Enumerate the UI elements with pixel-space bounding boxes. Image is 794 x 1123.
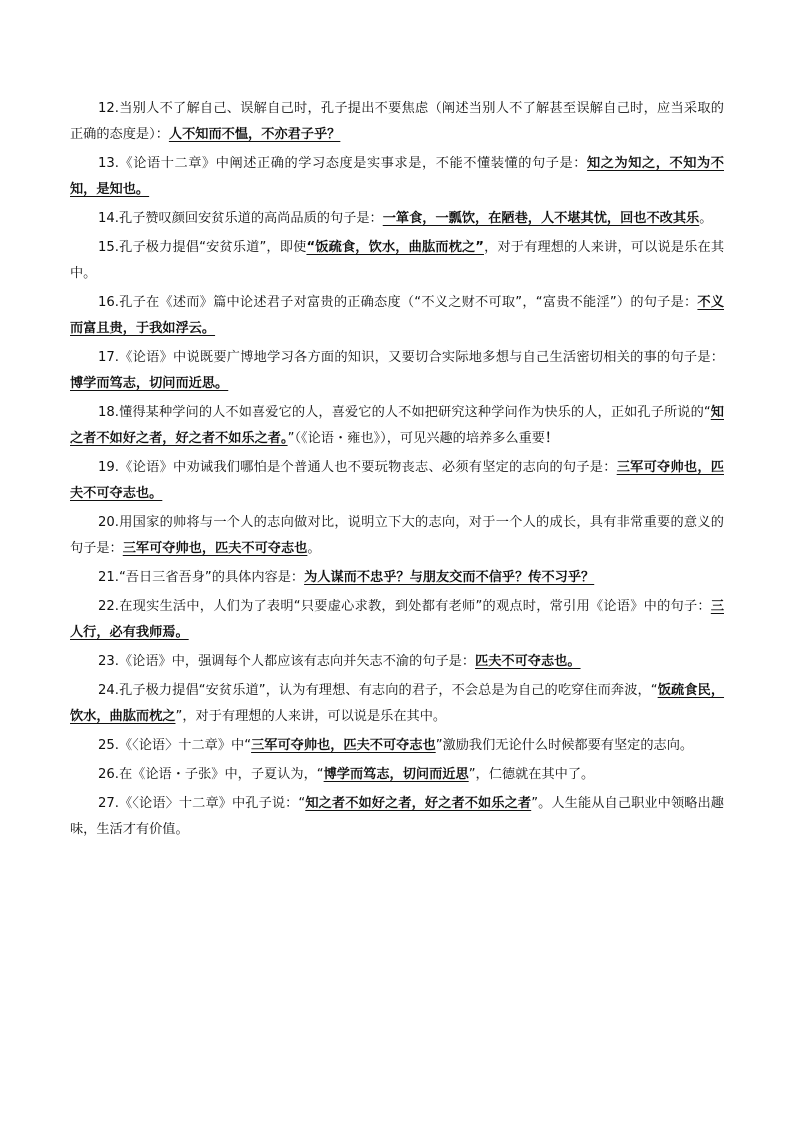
question-text: 13.《论语十二章》中阐述正确的学习态度是实事求是，不能不懂装懂的句子是： <box>98 156 588 171</box>
question-12 <box>70 96 724 148</box>
question-suffix: 。 <box>307 541 321 556</box>
answer-text: 知之为知之，不知为不知，是知也。 <box>70 156 724 197</box>
question-suffix: ”激励我们无论什么时候都要有坚定的志向。 <box>435 738 694 753</box>
question-text: 26.在《论语・子张》中，子夏认为，“ <box>98 767 324 782</box>
question-24 <box>70 678 724 730</box>
question-text: 14.孔子赞叹颜回安贫乐道的高尚品质的句子是： <box>98 211 383 226</box>
answer-text: 一箪食，一瓢饮，在陋巷，人不堪其忧，回也不改其乐 <box>382 211 700 226</box>
answer-text: 三人行，必有我师焉。 <box>70 599 724 640</box>
question-text: 27.《〈论语〉十二章》中孔子说：“ <box>98 796 306 811</box>
answer-text: 知之者不如好之者，好之者不如乐之者 <box>305 796 532 811</box>
answer-text: 三军可夺帅也，匹夫不可夺志也。 <box>70 460 724 501</box>
answer-text: 饭疏食民，饮水，曲肱而枕之 <box>70 683 725 724</box>
question-suffix: 。 <box>699 211 713 226</box>
question-suffix: ”。人生能从自己职业中领略出趣味，生活才有价值。 <box>70 796 724 837</box>
question-text: 23.《论语》中，强调每个人都应该有志向并矢志不渝的句子是： <box>98 654 476 669</box>
question-text: 21.“吾日三省吾身”的具体内容是： <box>98 570 305 585</box>
answer-text: 为人谋而不忠乎？与朋友交而不信乎？传不习乎？ <box>304 570 595 585</box>
question-16 <box>70 290 724 342</box>
question-19 <box>70 455 724 507</box>
answer-text: 匹夫不可夺志也。 <box>475 654 581 669</box>
answer-text: 博学而笃志，切问而近思 <box>323 767 469 782</box>
question-20 <box>70 510 724 562</box>
exclamation-mark: ！ <box>544 431 559 446</box>
question-suffix: ”（《论语・雍也》），可见兴趣的培养多么重要 <box>287 431 545 446</box>
question-text: 17.《论语》中说既要广博地学习各方面的知识，又要切合实际地多想与自己生活密切相关的事的句子是： <box>98 350 724 365</box>
question-27 <box>70 791 724 843</box>
question-text: 22.在现实生活中，人们为了表明“只要虚心求教，到处都有老师”的观点时，常引用《论语》中的句子： <box>98 599 711 614</box>
question-17 <box>70 345 724 397</box>
question-23 <box>70 649 724 675</box>
question-suffix: ，对于有理想的人来讲，可以说是乐在其中。 <box>70 240 725 281</box>
question-suffix: ”，仁德就在其中了。 <box>468 767 595 782</box>
question-15 <box>70 235 724 287</box>
answer-text: 知之者不如好之者，好之者不如乐之者。 <box>70 405 724 446</box>
question-14 <box>70 206 724 232</box>
question-text: 20.用国家的帅将与一个人的志向做对比，说明立下大的志向，对于一个人的成长，具有非常重要的意义的句子是： <box>70 515 724 556</box>
answer-text: 博学而笃志，切问而近思。 <box>70 376 229 391</box>
answer-text: “饭疏食，饮水，曲肱而枕之” <box>306 240 484 255</box>
answer-text: 不义而富且贵，于我如浮云。 <box>70 295 725 336</box>
answer-text: 三军可夺帅也，匹夫不可夺志也 <box>122 541 308 556</box>
question-text: 12.当别人不了解自己、误解自己时，孔子提出不要焦虑（阐述当别人不了解甚至误解自己时，应当采取的正确的态度是）： <box>70 101 724 142</box>
question-text: 15.孔子极力提倡“安贫乐道”，即使 <box>98 240 307 255</box>
question-22 <box>70 594 724 646</box>
question-text: 24.孔子极力提倡“安贫乐道”，认为有理想、有志向的君子，不会总是为自己的吃穿住而奔波，“ <box>98 683 658 698</box>
question-suffix: ”，对于有理想的人来讲，可以说是乐在其中。 <box>175 709 447 724</box>
answer-text: 人不知而不愠，不亦君子乎？ <box>168 127 341 142</box>
question-text: 16.孔子在《述而》篇中论述君子对富贵的正确态度（“不义之财不可取”，“富贵不能淫”）的句子是： <box>98 295 698 310</box>
question-text: 18.懂得某种学问的人不如喜爱它的人，喜爱它的人不如把研究这种学问作为快乐的人，正如孔子所说的“ <box>98 405 711 420</box>
question-text: 19.《论语》中劝诫我们哪怕是个普通人也不要玩物丧志、必须有坚定的志向的句子是： <box>98 460 617 475</box>
question-25 <box>70 733 724 759</box>
question-text: 25.《〈论语〉十二章》中“ <box>98 738 252 753</box>
question-13 <box>70 151 724 203</box>
question-26 <box>70 762 724 788</box>
question-18 <box>70 400 724 452</box>
question-21 <box>70 565 724 591</box>
answer-text: 三军可夺帅也，匹夫不可夺志也 <box>251 738 436 753</box>
